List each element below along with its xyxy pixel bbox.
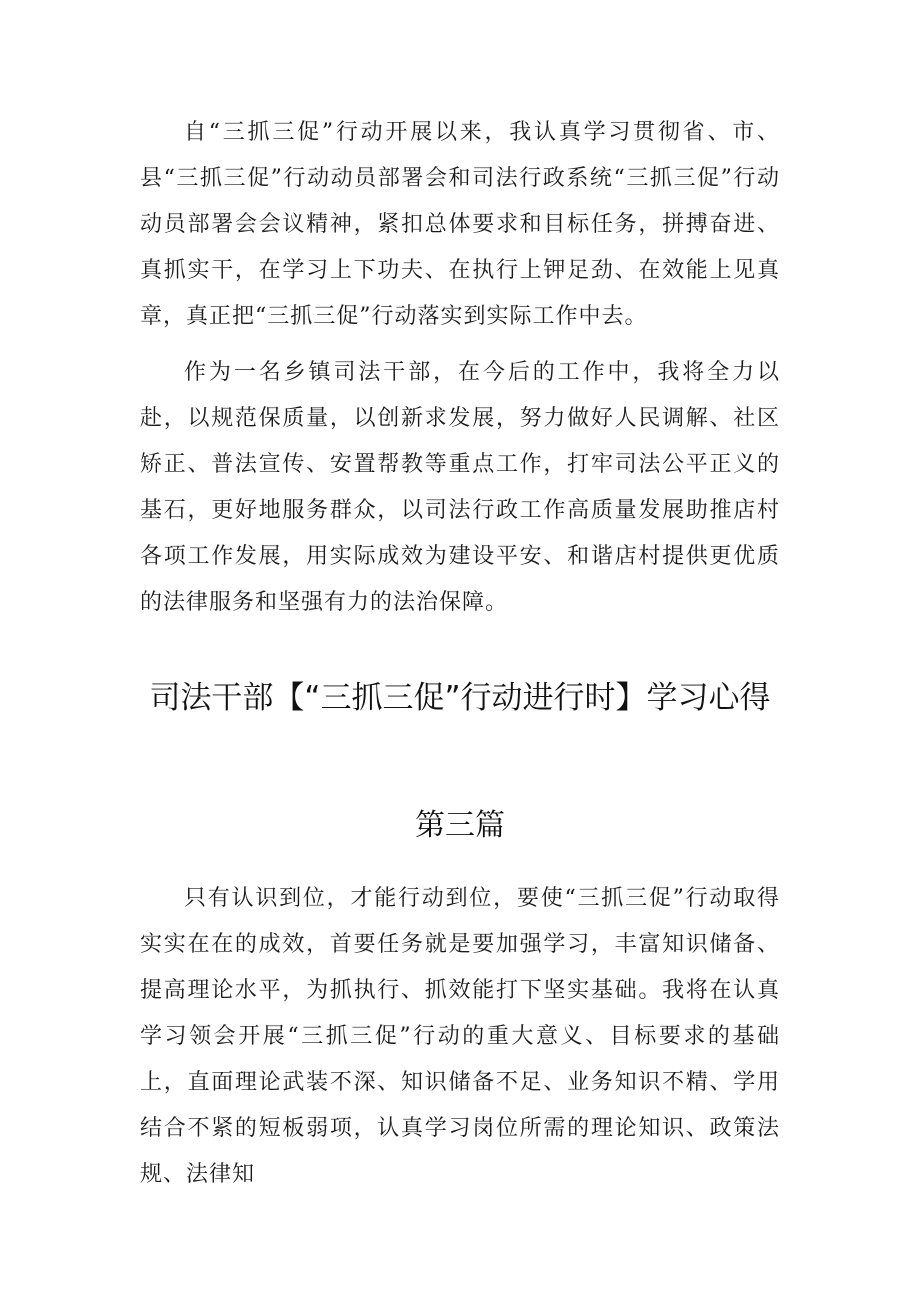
body-paragraph-2: 作为一名乡镇司法干部，在今后的工作中，我将全力以赴，以规范保质量，以创新求发展，努力做好人民调解、社区矫正、普法宣传、安置帮教等重点工作，打牢司法公平正义的基石，更好地服务群众，以司法行政工作高质量发展助推店村各项工作发展，用实际成效为建设平安、和谐店村提供更优质的法律服务和坚强有力的法治保障。 [140,360,780,615]
body-paragraph-1: 自“三抓三促”行动开展以来，我认真学习贯彻省、市、县“三抓三促”行动动员部署会和司法行政系统“三抓三促”行动动员部署会会议精神，紧扣总体要求和目标任务，拼搏奋进、真抓实干，在学习上下功夫、在执行上钾足劲、在效能上见真章，真正把“三抓三促”行动落实到实际工作中去。 [140,120,780,329]
article-subtitle: 第三篇 [415,808,505,843]
body-paragraph-3: 只有认识到位，才能行动到位，要使“三抓三促”行动取得实实在在的成效，首要任务就是要加强学习，丰富知识储备、提高理论水平，为抓执行、抓效能打下坚实基础。我将在认真学习领会开展“三抓三促”行动的重大意义、目标要求的基础上，直面理论武装不深、知识储备不足、业务知识不精、学用结合不紧的短板弱项，认真学习岗位所需的理论知识、政策法规、法律知 [140,886,780,1187]
article-title: 司法干部【“三抓三促”行动进行时】学习心得 [149,680,771,716]
